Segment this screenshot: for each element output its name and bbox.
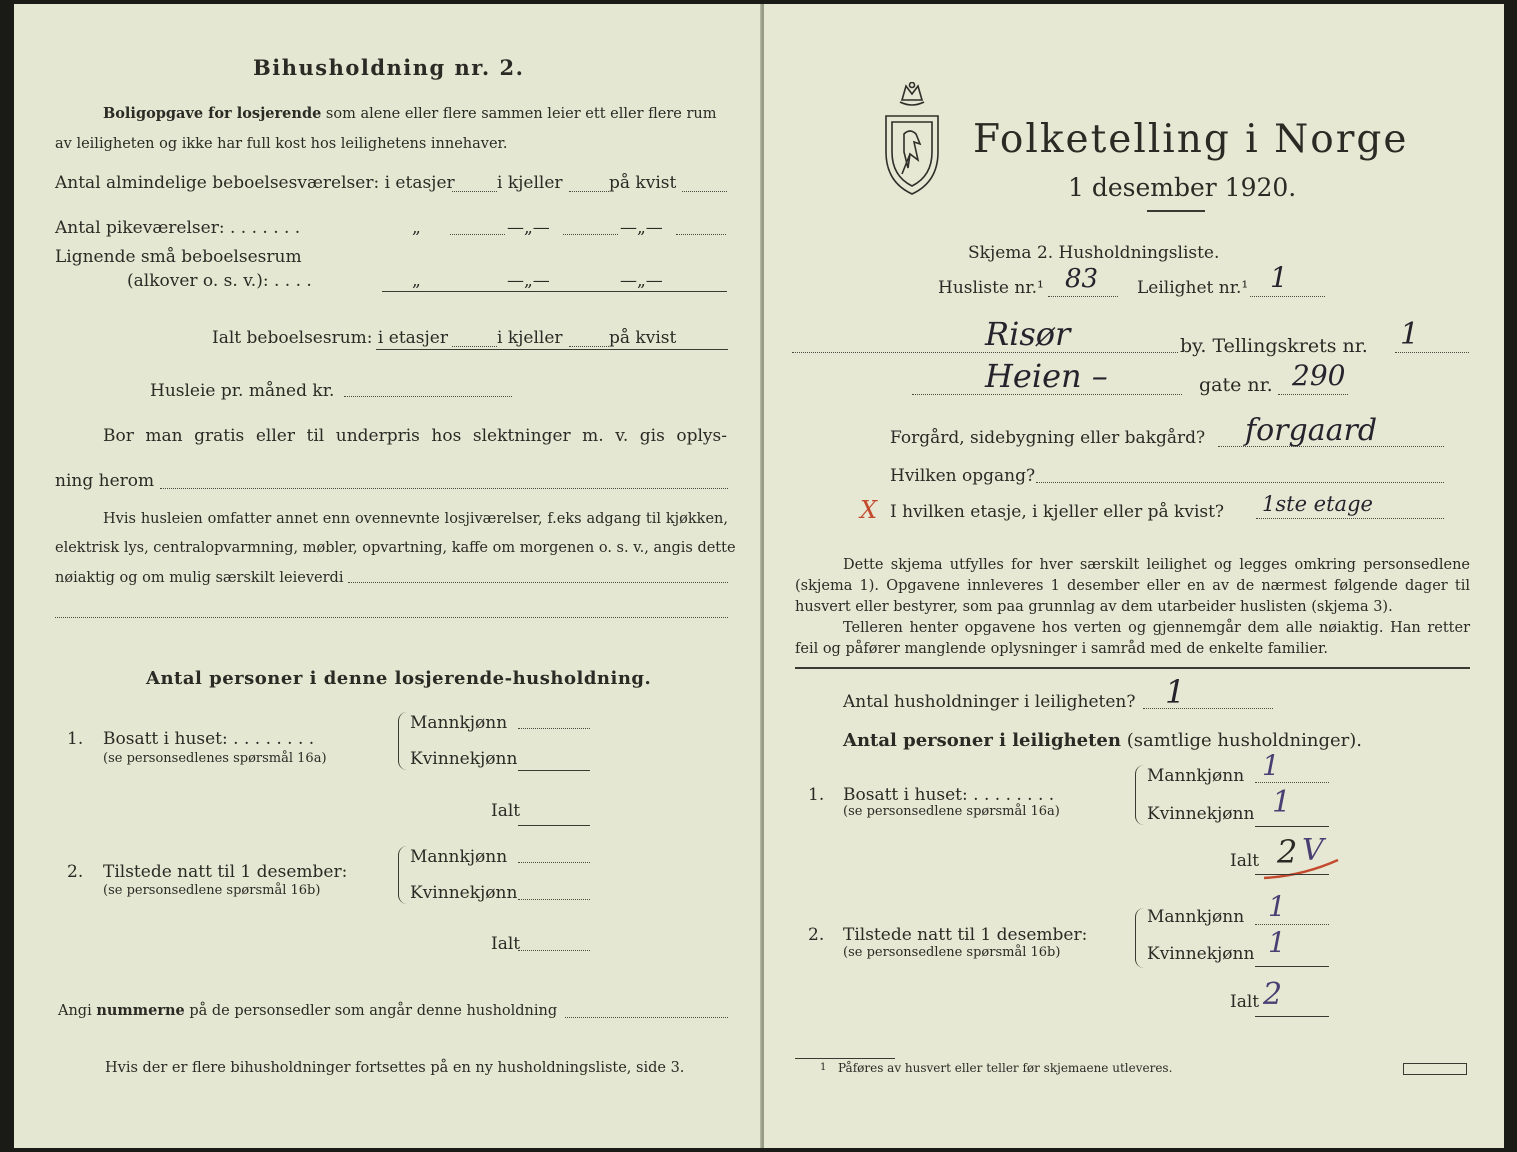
present-female-value[interactable]: 1 xyxy=(1268,926,1286,959)
leilighet-value[interactable]: 1 xyxy=(1270,261,1288,294)
resident-total-value[interactable]: 2 xyxy=(1277,833,1298,871)
right-resident-note: (se personsedlene spørsmål 16a) xyxy=(843,804,1060,819)
schema-label: Skjema 2. Husholdningsliste. xyxy=(968,243,1220,263)
right-resident-brace xyxy=(1135,765,1144,825)
opgang-line[interactable] xyxy=(1036,482,1444,483)
total-floors-line xyxy=(452,346,497,347)
red-strike-mark xyxy=(1262,856,1342,882)
right-present-label: Tilstede natt til 1 desember: xyxy=(843,925,1088,945)
rooms-cellar-line xyxy=(569,191,609,192)
maid-rooms-label: Antal pikeværelser: . . . . . . . xyxy=(55,218,301,238)
gate-value[interactable]: 290 xyxy=(1292,359,1346,392)
includes-line1: Hvis husleien omfatter annet enn ovennevnte losjiværelser, f.eks adgang til kjøkken, xyxy=(103,511,728,527)
left-resident-note: (se personsedlenes spørsmål 16a) xyxy=(103,751,327,766)
numbers-line xyxy=(565,1017,728,1018)
left-resident-brace xyxy=(398,712,407,770)
present-total-value[interactable]: 2 xyxy=(1263,977,1283,1012)
rent-line xyxy=(344,396,512,397)
total-rooms-underline xyxy=(376,349,728,350)
resident-male-value[interactable]: 1 xyxy=(1262,749,1280,782)
instructions: Dette skjema utfylles for hver særskilt leilighet og legges omkring personsedlene (skjema 1). Opgavene innleveres 1 desember eller en av de nærmest følgende dager til husvert eller bestyrer, som paa grunnlag av dem utarbeider huslisten (skjema 3). Telleren henter opgavene hos verten og gjennemgår dem alle nøiaktig. Han retter feil og påfører manglende oplysninger i samråd med de enkelte familier. xyxy=(795,557,1470,657)
krets-value[interactable]: 1 xyxy=(1400,317,1420,352)
includes-extra-line xyxy=(55,617,728,618)
total-attic-label: på kvist xyxy=(609,328,677,348)
city-value[interactable]: Risør xyxy=(985,315,1071,353)
date-rule xyxy=(1147,210,1205,212)
alcoves-label: (alkover o. s. v.): . . . . xyxy=(127,271,312,291)
left-heading: Bihusholdning nr. 2. xyxy=(253,55,525,80)
present-male-value[interactable]: 1 xyxy=(1268,890,1286,923)
persons-heading-bold: Antal personer i leiligheten xyxy=(843,730,1121,751)
continue-note: Hvis der er flere bihusholdninger fortsettes på en ny husholdningsliste, side 3. xyxy=(105,1060,685,1076)
similar-rooms-label: Lignende små beboelsesrum xyxy=(55,247,302,267)
maid-cellar-line xyxy=(563,234,618,235)
includes-line2: elektrisk lys, centralopvarmning, møbler, opvartning, kaffe om morgenen o. s. v., angis dette xyxy=(55,540,736,556)
rooms-attic-label: på kvist xyxy=(609,173,677,193)
form-title: Folketelling i Norge xyxy=(973,117,1409,162)
free-line2: ning herom xyxy=(55,471,155,491)
left-present-note: (se personsedlene spørsmål 16b) xyxy=(103,883,321,898)
etasje-value[interactable]: 1ste etage xyxy=(1262,492,1373,516)
alcoves-line xyxy=(382,291,727,292)
street-value[interactable]: Heien – xyxy=(985,357,1108,395)
rooms-cellar-label: i kjeller xyxy=(497,173,563,193)
resident-female-value[interactable]: 1 xyxy=(1272,785,1292,820)
rooms-attic-line xyxy=(682,191,727,192)
intro-rest: som alene eller flere sammen leier ett eller flere rum xyxy=(325,106,717,122)
total-rooms-label: Ialt beboelsesrum: i etasjer xyxy=(212,328,448,348)
left-present-brace xyxy=(398,846,407,904)
households-value[interactable]: 1 xyxy=(1165,673,1186,711)
left-resident-label: Bosatt i huset: . . . . . . . . xyxy=(103,729,315,749)
left-persons-heading: Antal personer i denne losjerende-husholdning. xyxy=(146,668,652,689)
maid-attic-line xyxy=(676,234,726,235)
rent-label: Husleie pr. måned kr. xyxy=(150,381,335,401)
intro-bold: Boligopgave for losjerende xyxy=(103,105,322,122)
intro-line2: av leiligheten og ikke har full kost hos leilighetens innehaver. xyxy=(55,136,508,152)
instructions-rule xyxy=(795,667,1470,669)
footnote: Påføres av husvert eller teller før skjemaene utleveres. xyxy=(838,1061,1173,1075)
free-line1: Bor man gratis eller til underpris hos slektninger m. v. gis oplys- xyxy=(103,426,727,446)
red-pencil-mark: X xyxy=(860,496,878,524)
husliste-value[interactable]: 83 xyxy=(1065,264,1099,294)
right-resident-label: Bosatt i huset: . . . . . . . . xyxy=(843,785,1055,805)
right-present-brace xyxy=(1135,908,1144,968)
total-cellar-label: i kjeller xyxy=(497,328,563,348)
printer-mark xyxy=(1403,1063,1467,1075)
rooms-label: Antal almindelige beboelsesværelser: i etasjer xyxy=(55,173,455,193)
forgard-value[interactable]: forgaard xyxy=(1245,413,1378,448)
includes-value-line xyxy=(348,582,728,583)
rooms-floors-line xyxy=(452,191,497,192)
maid-floors-line xyxy=(450,234,505,235)
left-present-label: Tilstede natt til 1 desember: xyxy=(103,862,348,882)
resident-total-check-mark: V xyxy=(1302,833,1324,868)
includes-line3: nøiaktig og om mulig særskilt leieverdi xyxy=(55,570,344,586)
footnote-rule xyxy=(795,1058,895,1059)
right-present-note: (se personsedlene spørsmål 16b) xyxy=(843,945,1061,960)
form-date: 1 desember 1920. xyxy=(1068,173,1297,202)
free-line xyxy=(160,488,728,489)
total-cellar-line xyxy=(569,346,609,347)
persons-heading-rest: (samtlige husholdninger). xyxy=(1126,730,1363,751)
coat-of-arms-icon xyxy=(880,82,944,198)
